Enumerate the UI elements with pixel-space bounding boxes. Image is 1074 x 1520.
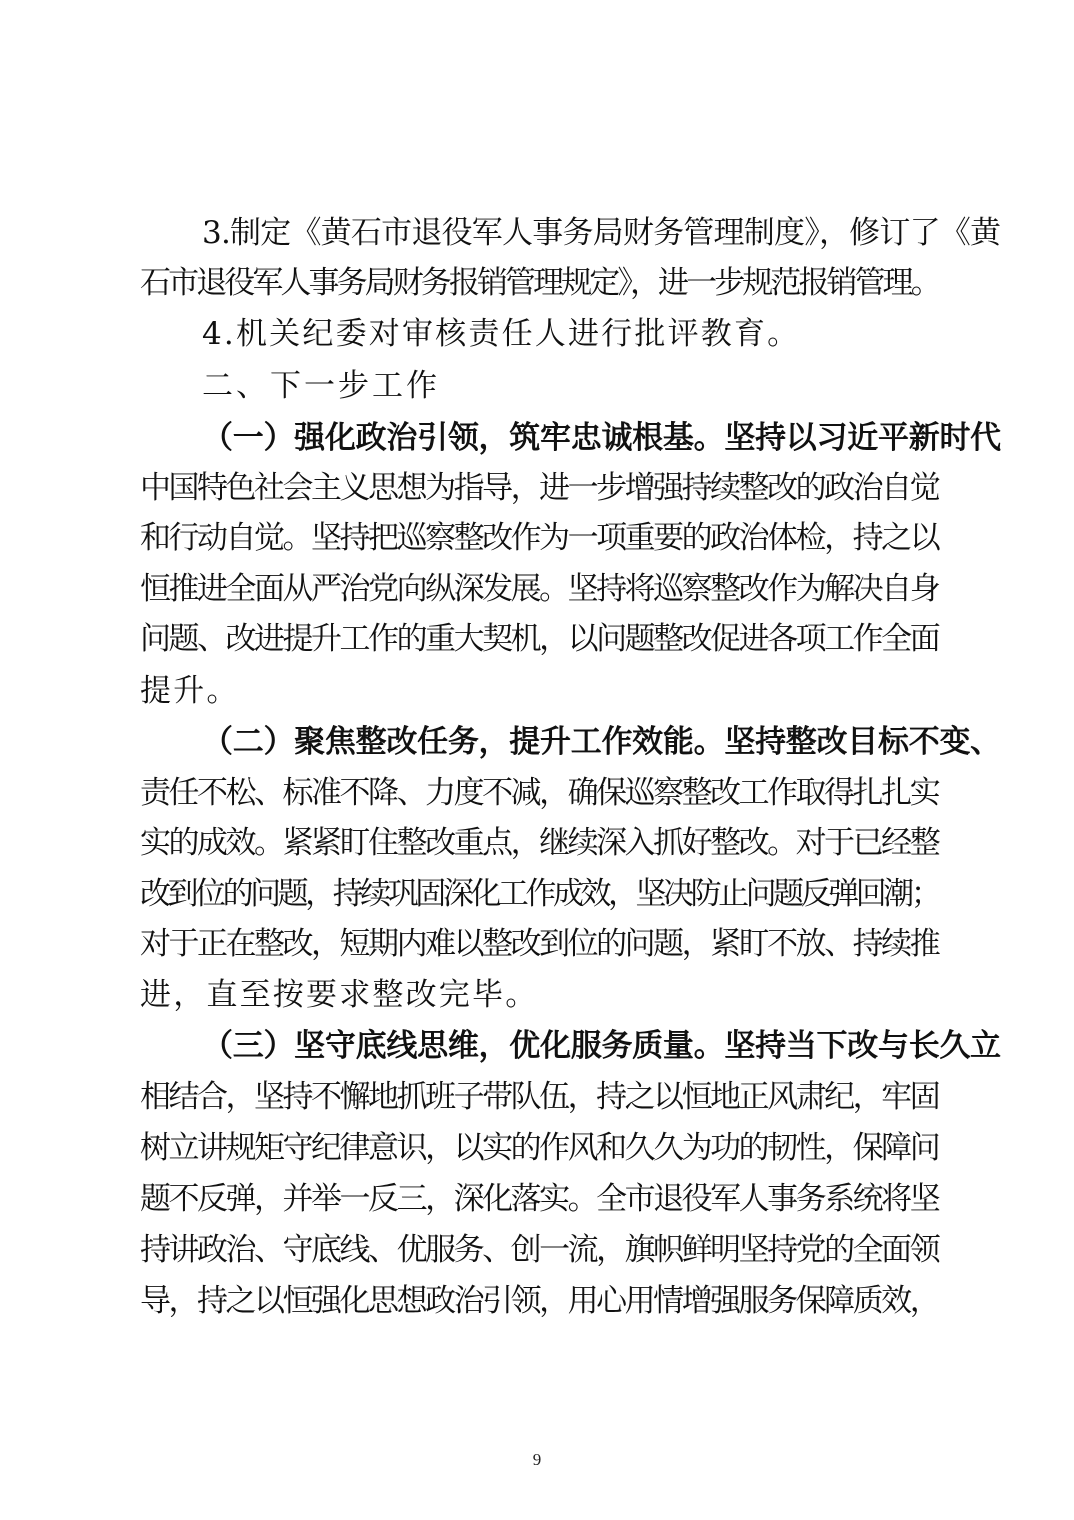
paragraph-line: 3.制定《黄石市退役军人事务局财务管理制度》，修订了《黄 xyxy=(202,215,1001,251)
paragraph-line: 提升。 xyxy=(140,673,240,709)
paragraph-line: 4.机关纪委对审核责任人进行批评教育。 xyxy=(202,316,801,352)
paragraph-line: 树立讲规矩守纪律意识，以实的作风和久久为功的韧性，保障问 xyxy=(140,1130,939,1166)
paragraph-line: 导，持之以恒强化思想政治引领，用心用情增强服务保障质效， xyxy=(140,1283,939,1319)
paragraph-line: 和行动自觉。坚持把巡察整改作为一项重要的政治体检，持之以 xyxy=(140,520,939,556)
paragraph-line: 恒推进全面从严治党向纵深发展。坚持将巡察整改作为解决自身 xyxy=(140,571,939,607)
page-number: 9 xyxy=(532,1450,542,1469)
section-heading: 二、下一步工作 xyxy=(202,368,440,404)
paragraph-line: （三）坚守底线思维，优化服务质量。坚持当下改与长久立 xyxy=(202,1028,1001,1064)
paragraph-line: 相结合，坚持不懈地抓班子带队伍，持之以恒地正风肃纪，牢固 xyxy=(140,1079,939,1115)
paragraph-line: 题不反弹，并举一反三，深化落实。全市退役军人事务系统将坚 xyxy=(140,1181,939,1217)
paragraph-line: 进，直至按要求整改完毕。 xyxy=(140,977,539,1013)
paragraph-line: 持讲政治、守底线、优服务、创一流，旗帜鲜明坚持党的全面领 xyxy=(140,1232,939,1268)
paragraph-line: 对于正在整改，短期内难以整改到位的问题，紧盯不放、持续推 xyxy=(140,926,939,962)
paragraph-line: 实的成效。紧紧盯住整改重点，继续深入抓好整改。对于已经整 xyxy=(140,825,939,861)
paragraph-line: 改到位的问题，持续巩固深化工作成效，坚决防止问题反弹回潮； xyxy=(140,876,939,912)
paragraph-line: 问题、改进提升工作的重大契机，以问题整改促进各项工作全面 xyxy=(140,621,939,657)
paragraph-line: 石市退役军人事务局财务报销管理规定》，进一步规范报销管理。 xyxy=(140,265,939,301)
paragraph-line: （一）强化政治引领，筑牢忠诚根基。坚持以习近平新时代 xyxy=(202,420,1001,456)
paragraph-line: 责任不松、标准不降、力度不减，确保巡察整改工作取得扎扎实 xyxy=(140,775,939,811)
paragraph-line: 中国特色社会主义思想为指导，进一步增强持续整改的政治自觉 xyxy=(140,470,939,506)
paragraph-line: （二）聚焦整改任务，提升工作效能。坚持整改目标不变、 xyxy=(202,724,1001,760)
